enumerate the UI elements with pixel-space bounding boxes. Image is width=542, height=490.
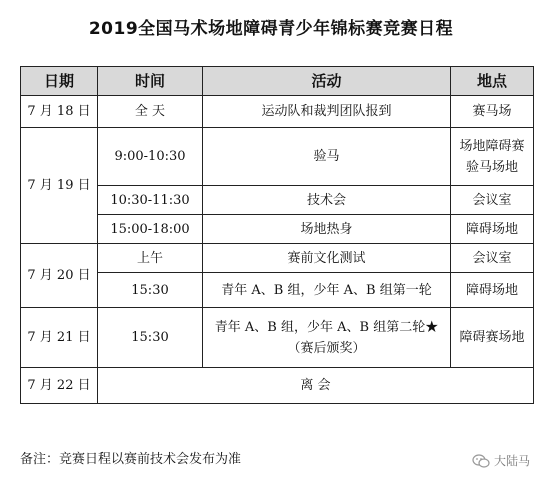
venue-cell: 会议室 (451, 186, 534, 215)
table-row (21, 186, 534, 215)
venue-cell: 障碍场地 (451, 215, 534, 244)
header-venue: 地点 (451, 67, 534, 96)
table-header-row (21, 67, 534, 96)
date-cell: 7 月 21 日 (21, 308, 98, 368)
table-row (21, 244, 534, 273)
date-cell: 7 月 22 日 (21, 368, 98, 404)
venue-cell: 会议室 (451, 244, 534, 273)
date-cell: 7 月 18 日 (21, 96, 98, 128)
activity-cell: 技术会 (203, 186, 451, 215)
watermark-text: 大陆马 (493, 454, 530, 468)
activity-cell (203, 308, 451, 368)
activity-cell: 赛前文化测试 (203, 244, 451, 273)
venue-line: 验马场地 (465, 159, 518, 175)
activity-cell: 验马 (203, 128, 451, 186)
time-cell: 15:30 (98, 308, 203, 368)
table-row (21, 308, 534, 368)
table-row (21, 273, 534, 308)
header-time: 时间 (98, 67, 203, 96)
venue-cell: 障碍场地 (451, 273, 534, 308)
activity-cell: 运动队和裁判团队报到 (203, 96, 451, 128)
activity-cell: 离 会 (98, 368, 534, 404)
time-cell: 上午 (98, 244, 203, 273)
table-row (21, 215, 534, 244)
note-text: 备注：竞赛日程以赛前技术会发布为准 (20, 452, 242, 467)
time-cell: 15:00-18:00 (98, 215, 203, 244)
table-row (21, 96, 534, 128)
activity-cell: 青年 A、B 组，少年 A、B 组第一轮 (203, 273, 451, 308)
time-cell: 15:30 (98, 273, 203, 308)
time-cell: 全 天 (98, 96, 203, 128)
venue-cell (451, 128, 534, 186)
activity-line: 青年 A、B 组，少年 A、B 组第二轮★ (214, 319, 439, 335)
venue-cell: 赛马场 (451, 96, 534, 128)
table-row (21, 128, 534, 186)
time-cell: 9:00-10:30 (98, 128, 203, 186)
date-cell: 7 月 20 日 (21, 244, 98, 308)
activity-cell: 场地热身 (203, 215, 451, 244)
venue-line: 场地障碍赛 (459, 138, 525, 154)
time-cell: 10:30-11:30 (98, 186, 203, 215)
header-date: 日期 (21, 67, 98, 96)
schedule-table (20, 66, 534, 404)
venue-cell: 障碍赛场地 (451, 308, 534, 368)
header-activity: 活动 (203, 67, 451, 96)
wechat-icon (472, 454, 490, 468)
activity-line: （赛后颁奖） (287, 340, 366, 356)
date-cell: 7 月 19 日 (21, 128, 98, 244)
table-row (21, 368, 534, 404)
page-title: 2019全国马术场地障碍青少年锦标赛竞赛日程 (88, 19, 454, 39)
watermark (472, 452, 530, 469)
